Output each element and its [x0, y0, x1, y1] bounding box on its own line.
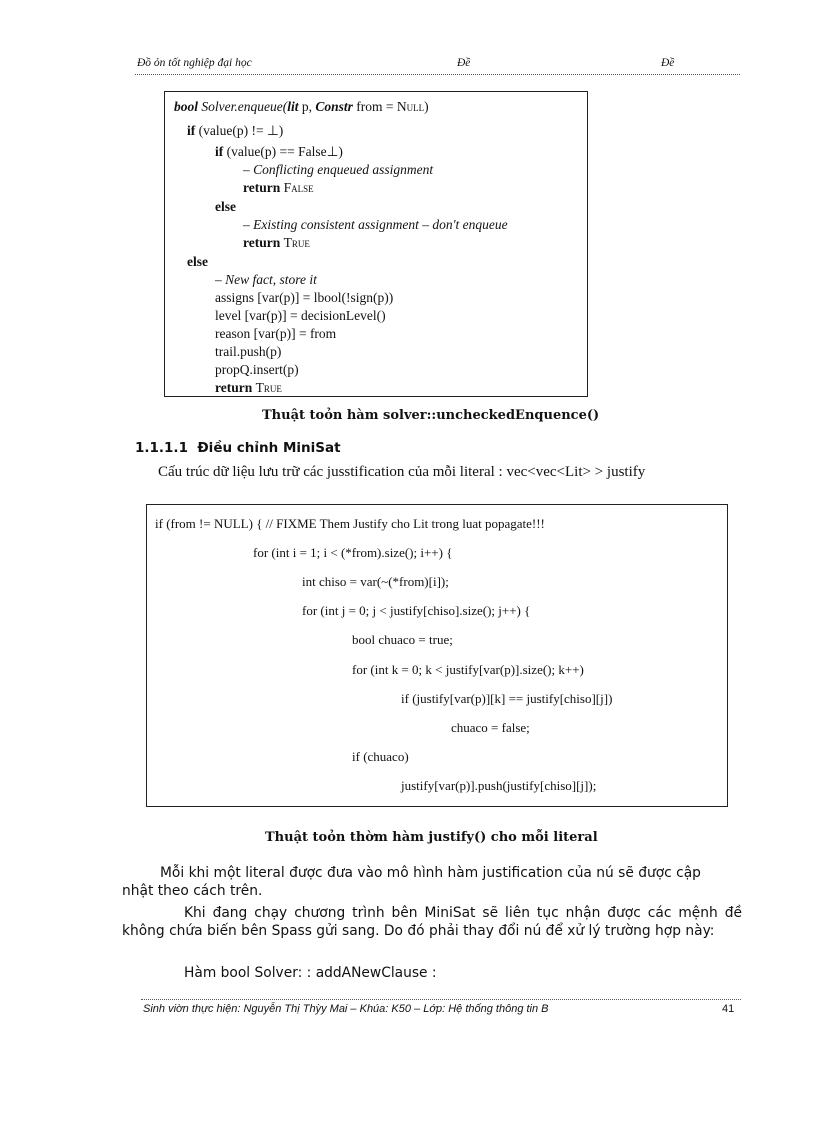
code-line: if (justify[var(p)][k] == justify[chiso][j])	[401, 691, 613, 706]
algo-line: else	[187, 254, 208, 269]
algo-line: assigns [var(p)] = lbool(!sign(p))	[215, 290, 394, 305]
header-center: Đề	[457, 57, 471, 69]
algo-line: return True	[215, 380, 282, 395]
algo-line: else	[215, 199, 236, 214]
algo-comment: – New fact, store it	[215, 272, 317, 287]
algo-line: propQ.insert(p)	[215, 362, 299, 377]
algo-line: return True	[243, 235, 310, 250]
intro-paragraph: Cấu trúc dữ liệu lưu trữ các jusstification của mỗi literal : vec<vec<Lit> > justify	[158, 464, 646, 480]
algorithm-figure	[164, 91, 588, 397]
footer-author: Sinh viờn thực hiện: Nguyễn Thị Thỳy Mai – Khúa: K50 – Lớp: Hệ thống thông tin B	[143, 1003, 549, 1015]
algo-line: if (value(p) == False⊥)	[215, 144, 343, 159]
code-line: if (from != NULL) { // FIXME Them Justify cho Lit trong luat popagate!!!	[155, 516, 545, 531]
section-title: Điều chỉnh MiniSat	[197, 440, 341, 456]
paragraph-2: Khi đang chạy chương trình bên MiniSat sẽ liên tục nhận được các mệnh đề không chứa biến bên Spass gửi sang. Do đó phải thay đổi nú để xử lý trường hợp này:	[122, 905, 742, 939]
figure-caption: Thuật toỏn hàm solver::uncheckedEnquence()	[262, 408, 600, 423]
code-line: int chiso = var(~(*from)[i]);	[302, 574, 449, 589]
paragraph-1-line-1: Mỗi khi một literal được đưa vào mô hình hàm justification của nú sẽ được cập	[160, 865, 701, 881]
algo-line: if (value(p) != ⊥)	[187, 123, 284, 138]
code-line: for (int i = 1; i < (*from).size(); i++) {	[253, 545, 453, 560]
algo-comment: – Conflicting enqueued assignment	[243, 162, 434, 177]
code-line: for (int k = 0; k < justify[var(p)].size(); k++)	[352, 662, 584, 677]
code-listing	[146, 504, 728, 807]
section-heading	[135, 440, 341, 456]
algo-comment: – Existing consistent assignment – don't enqueue	[243, 217, 508, 232]
header-title: Đồ ỏn tốt nghiệp đại học	[137, 57, 252, 69]
paragraph-3: Hàm bool Solver: : addANewClause :	[184, 965, 437, 981]
algo-line: trail.push(p)	[215, 344, 282, 359]
header-right: Đề	[661, 57, 675, 69]
code-caption: Thuật toỏn thờm hàm justify() cho mỗi literal	[265, 830, 598, 845]
footer-divider	[141, 999, 741, 1000]
algo-line: level [var(p)] = decisionLevel()	[215, 308, 386, 323]
algorithm-signature: bool Solver.enqueue(lit p, Constr from = Null)	[174, 99, 429, 114]
paragraph-1-line-2: nhật theo cách trên.	[122, 883, 263, 899]
page-number: 41	[722, 1003, 735, 1015]
code-line: if (chuaco)	[352, 749, 409, 764]
code-line: bool chuaco = true;	[352, 632, 453, 647]
algo-line: return False	[243, 180, 314, 195]
algo-line: reason [var(p)] = from	[215, 326, 337, 341]
code-line: for (int j = 0; j < justify[chiso].size(); j++) {	[302, 603, 531, 618]
header-divider	[135, 74, 740, 75]
code-line: justify[var(p)].push(justify[chiso][j]);	[401, 778, 597, 793]
section-number: 1.1.1.1	[135, 440, 188, 456]
code-line: chuaco = false;	[451, 720, 530, 735]
